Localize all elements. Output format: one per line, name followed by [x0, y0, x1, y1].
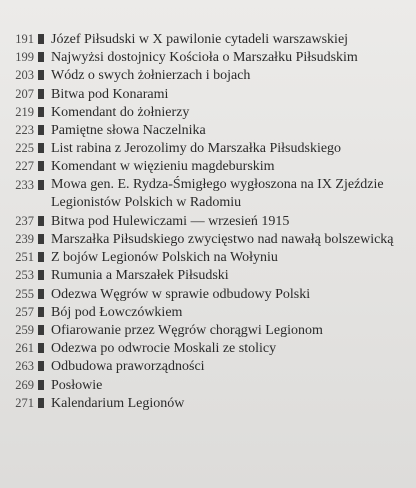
square-bullet-icon — [38, 270, 44, 280]
page-number: 199 — [15, 50, 34, 65]
entry-title: Posłowie — [51, 377, 103, 393]
toc-entry — [0, 266, 416, 284]
page-number: 223 — [15, 122, 34, 137]
entry-title: Ofiarowanie przez Węgrów chorągwi Legionom — [51, 323, 323, 339]
square-bullet-icon — [38, 89, 44, 99]
page-number: 207 — [15, 86, 34, 101]
page-number: 251 — [15, 250, 34, 265]
toc-entry — [0, 357, 416, 375]
square-bullet-icon — [38, 143, 44, 153]
page-number: 191 — [15, 32, 34, 46]
page-number: 239 — [15, 232, 34, 247]
page-number: 259 — [15, 323, 34, 338]
toc-entry — [0, 321, 416, 339]
square-bullet-icon — [38, 180, 44, 190]
page-number: 225 — [15, 141, 34, 156]
toc-entry — [0, 248, 416, 266]
entry-title: Marszałka Piłsudskiego zwycięstwo nad nawałą bolszewicką — [51, 232, 394, 248]
entry-title-line-2: Legionistów Polskich w Radomiu — [51, 194, 242, 210]
entry-title: Bitwa pod Hulewiczami — wrzesień 1915 — [51, 213, 290, 229]
square-bullet-icon — [38, 161, 44, 171]
page-number: 257 — [15, 304, 34, 319]
page-number: 233 — [15, 177, 34, 192]
entry-title: Odezwa Węgrów w sprawie odbudowy Polski — [51, 286, 311, 302]
square-bullet-icon — [38, 70, 44, 80]
square-bullet-icon — [38, 125, 44, 135]
square-bullet-icon — [38, 216, 44, 226]
table-of-contents — [0, 30, 416, 412]
square-bullet-icon — [38, 107, 44, 117]
toc-entry — [0, 103, 416, 121]
toc-entry — [0, 339, 416, 357]
toc-entry — [0, 394, 416, 412]
page-number: 253 — [15, 268, 34, 283]
square-bullet-icon — [38, 34, 44, 44]
toc-entry — [0, 30, 416, 48]
toc-entry — [0, 176, 416, 212]
page-number: 203 — [15, 68, 34, 83]
toc-entry — [0, 285, 416, 303]
toc-entry — [0, 157, 416, 175]
page-number: 261 — [15, 341, 34, 356]
entry-title: Bój pod Łowczówkiem — [51, 304, 183, 320]
entry-title: Wódz o swych żołnierzach i bojach — [51, 68, 251, 84]
square-bullet-icon — [38, 343, 44, 353]
entry-title: Z bojów Legionów Polskich na Wołyniu — [51, 250, 278, 266]
entry-title: Pamiętne słowa Naczelnika — [51, 122, 206, 138]
entry-title: Odezwa po odwrocie Moskali ze stolicy — [51, 341, 277, 357]
entry-title: Józef Piłsudski w X pawilonie cytadeli warszawskiej — [51, 32, 349, 47]
toc-entry — [0, 85, 416, 103]
entry-title: Komendant w więzieniu magdeburskim — [51, 159, 275, 175]
square-bullet-icon — [38, 307, 44, 317]
entry-title — [51, 176, 384, 212]
page-number: 271 — [15, 395, 34, 410]
toc-entry — [0, 212, 416, 230]
toc-entry — [0, 48, 416, 66]
page-number: 255 — [15, 286, 34, 301]
entry-title: Bitwa pod Konarami — [51, 86, 169, 102]
entry-title: Kalendarium Legionów — [51, 395, 185, 411]
entry-title: List rabina z Jerozolimy do Marszałka Piłsudskiego — [51, 141, 342, 157]
entry-title-line-1: Mowa gen. E. Rydza-Śmigłego wygłoszona na IX Zjeździe — [51, 176, 384, 192]
square-bullet-icon — [38, 289, 44, 299]
toc-entry — [0, 303, 416, 321]
page-number: 263 — [15, 359, 34, 374]
page-number: 227 — [15, 159, 34, 174]
page-number: 219 — [15, 104, 34, 119]
entry-title: Odbudowa praworządności — [51, 359, 205, 375]
page-number: 237 — [15, 213, 34, 228]
toc-entry — [0, 230, 416, 248]
toc-entry — [0, 121, 416, 139]
square-bullet-icon — [38, 325, 44, 335]
page-number: 269 — [15, 377, 34, 392]
square-bullet-icon — [38, 252, 44, 262]
entry-title: Najwyżsi dostojnicy Kościoła o Marszałku Piłsudskim — [51, 50, 358, 66]
toc-entry — [0, 139, 416, 157]
toc-entry — [0, 376, 416, 394]
entry-title: Rumunia a Marszałek Piłsudski — [51, 268, 229, 284]
toc-entry — [0, 66, 416, 84]
square-bullet-icon — [38, 398, 44, 408]
entry-title: Komendant do żołnierzy — [51, 104, 190, 120]
square-bullet-icon — [38, 380, 44, 390]
square-bullet-icon — [38, 52, 44, 62]
square-bullet-icon — [38, 361, 44, 371]
square-bullet-icon — [38, 234, 44, 244]
